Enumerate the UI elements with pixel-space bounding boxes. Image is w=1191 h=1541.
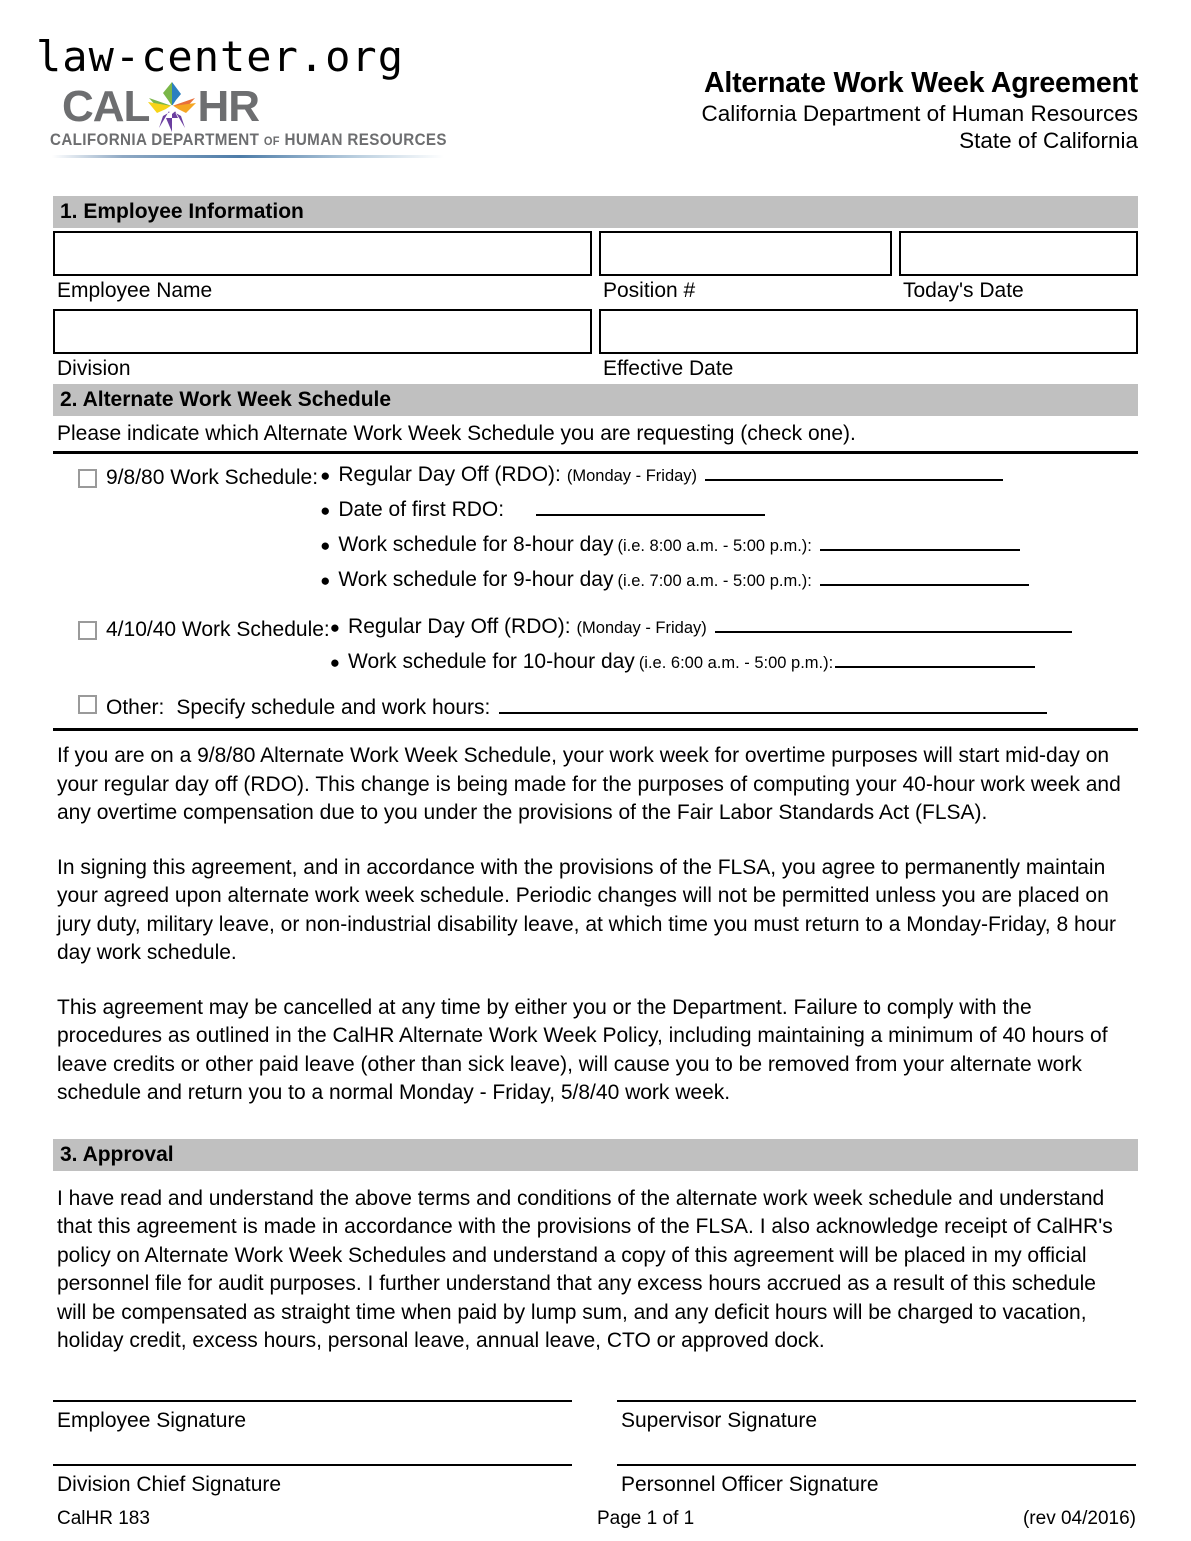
- rdo-hint-41040: (Monday - Friday): [576, 619, 707, 637]
- document-content: [53, 196, 1138, 1532]
- document-footer: [53, 1506, 1138, 1532]
- bullet-icon: ●: [320, 466, 331, 485]
- schedule-option-other-label: Other:: [106, 696, 165, 719]
- schedule-option-41040-label: 4/10/40 Work Schedule:: [106, 618, 330, 641]
- ten-hour-day-label: Work schedule for 10-hour day: [348, 650, 635, 673]
- supervisor-signature-cell: [617, 1400, 1136, 1436]
- calhr-logo: [50, 83, 470, 157]
- footer-page-number: Page 1 of 1: [597, 1507, 695, 1529]
- schedule-option-9880-label: 9/8/80 Work Schedule:: [106, 466, 319, 489]
- calhr-logo-row: [62, 83, 259, 131]
- calhr-star-icon: [145, 80, 199, 134]
- footer-form-number: CalHR 183: [57, 1507, 150, 1529]
- first-rdo-date-line: [320, 497, 1138, 523]
- schedule-option-other[interactable]: [53, 690, 1138, 722]
- schedule-option-9880[interactable]: [53, 462, 1138, 602]
- signature-row-1: [53, 1400, 1138, 1436]
- employee-name-input[interactable]: [53, 231, 592, 276]
- ten-hour-day-hint: (i.e. 6:00 a.m. - 5:00 p.m.):: [638, 654, 834, 672]
- position-number-label: Position #: [603, 279, 696, 302]
- bullet-icon: ●: [320, 501, 331, 520]
- rdo-hint-9880: (Monday - Friday): [566, 467, 698, 485]
- employee-labels-row-2: [53, 354, 1138, 384]
- section-1-header: 1. Employee Information: [53, 196, 1138, 228]
- rdo-line-9880: [320, 462, 1138, 488]
- bullet-icon: ●: [329, 618, 341, 637]
- section-2-instruction: Please indicate which Alternate Work Week Schedule you are requesting (check one).: [57, 422, 856, 445]
- first-rdo-date-input[interactable]: [536, 497, 765, 516]
- calhr-hr-text: HR: [197, 82, 259, 131]
- employee-signature-cell: [53, 1400, 572, 1436]
- section-2-header: 2. Alternate Work Week Schedule: [53, 384, 1138, 416]
- ten-hour-day-line: [330, 649, 1138, 675]
- bullet-icon: ●: [329, 653, 341, 672]
- personnel-officer-signature-label: Personnel Officer Signature: [621, 1472, 879, 1496]
- employee-labels-row-1: [53, 276, 1138, 306]
- position-number-input[interactable]: [599, 231, 892, 276]
- todays-date-label: Today's Date: [903, 279, 1024, 302]
- schedule-option-41040-left: [53, 614, 330, 644]
- nine-hour-day-label: Work schedule for 9-hour day: [338, 568, 614, 591]
- eight-hour-day-line: [320, 532, 1138, 558]
- nine-hour-day-hint: (i.e. 7:00 a.m. - 5:00 p.m.):: [617, 572, 812, 590]
- header-subtitle-state: State of California: [959, 128, 1138, 153]
- calhr-subtitle-of: OF: [263, 134, 280, 148]
- eight-hour-day-hint: (i.e. 8:00 a.m. - 5:00 p.m.):: [617, 537, 812, 555]
- footer-revision: (rev 04/2016): [1022, 1507, 1136, 1529]
- checkbox-other[interactable]: [78, 695, 97, 714]
- signature-row-2: [53, 1464, 1138, 1500]
- nine-hour-day-line: [320, 567, 1138, 593]
- todays-date-input[interactable]: [899, 231, 1138, 276]
- calhr-cal-text: CAL: [62, 82, 150, 131]
- header-titles: [702, 66, 1138, 154]
- division-chief-signature-cell: [53, 1464, 572, 1500]
- other-specify-input[interactable]: [499, 695, 1047, 714]
- personnel-officer-signature-cell: [617, 1464, 1136, 1500]
- eight-hour-day-label: Work schedule for 8-hour day: [338, 533, 614, 556]
- bullet-icon: ●: [320, 571, 331, 590]
- terms-paragraph-2: In signing this agreement, and in accordance with the provisions of the FLSA, you agree to permanently maintain your agreed upon alternate work week schedule. Periodic changes will not be permitted unless you are placed on jury duty, military leave, or non-industrial disability leave, at which time you must return to a Monday-Friday, 8 hour day work schedule.: [57, 855, 1117, 964]
- calhr-subtitle-post: HUMAN RESOURCES: [279, 131, 447, 149]
- employee-name-label: Employee Name: [57, 279, 213, 302]
- division-chief-signature-label: Division Chief Signature: [57, 1472, 282, 1496]
- nine-hour-day-input[interactable]: [820, 567, 1029, 586]
- calhr-subtitle-pre: CALIFORNIA DEPARTMENT: [50, 131, 264, 149]
- schedule-option-41040-lines: [330, 614, 1138, 684]
- rdo-input-9880[interactable]: [705, 462, 1003, 481]
- checkbox-9880[interactable]: [78, 469, 97, 488]
- supervisor-signature-label: Supervisor Signature: [621, 1408, 818, 1432]
- terms-paragraph-3: This agreement may be cancelled at any time by either you or the Department. Failure to comply with the procedures as outlined in the CalHR Alternate Work Week Policy, including maintaining a minimum of 40 hours of leave credits or other paid leave (other than sick leave), will cause you to be removed from your alternate work schedule and return you to a normal Monday - Friday, 5/8/40 work week.: [57, 995, 1108, 1104]
- rdo-input-41040[interactable]: [715, 614, 1072, 633]
- employee-fields-row-2: [53, 309, 1138, 354]
- effective-date-input[interactable]: [599, 309, 1138, 354]
- page-title: Alternate Work Week Agreement: [704, 67, 1138, 99]
- rdo-label-41040: Regular Day Off (RDO):: [348, 615, 571, 638]
- employee-signature-label: Employee Signature: [57, 1408, 247, 1432]
- schedule-option-41040[interactable]: [53, 614, 1138, 684]
- ten-hour-day-input[interactable]: [835, 649, 1035, 668]
- checkbox-41040[interactable]: [78, 621, 97, 640]
- signature-grid: [53, 1400, 1138, 1500]
- first-rdo-date-label: Date of first RDO:: [338, 498, 505, 521]
- calhr-logo-rule: [52, 155, 444, 158]
- schedule-option-9880-lines: [320, 462, 1138, 602]
- schedule-options: [53, 454, 1138, 728]
- logo-block: [36, 33, 476, 157]
- document-header: [0, 0, 1191, 178]
- schedule-option-9880-left: [53, 462, 318, 492]
- effective-date-label: Effective Date: [603, 357, 734, 380]
- employee-fields-row-1: [53, 231, 1138, 276]
- section-3-header: 3. Approval: [53, 1139, 1138, 1171]
- other-specify-label: Specify schedule and work hours:: [176, 696, 491, 719]
- eight-hour-day-input[interactable]: [820, 532, 1020, 551]
- rdo-label-9880: Regular Day Off (RDO):: [338, 463, 561, 486]
- law-center-wordmark: law-center.org: [36, 32, 405, 81]
- terms-paragraph-1: If you are on a 9/8/80 Alternate Work Week Schedule, your work week for overtime purposes will start mid-day on your regular day off (RDO). This change is being made for the purposes of computing your 40-hour work week and any overtime compensation due to you under the provisions of the Fair Labor Standards Act (FLSA).: [57, 744, 1121, 824]
- calhr-subtitle: [50, 131, 447, 150]
- rdo-line-41040: [330, 614, 1138, 640]
- division-input[interactable]: [53, 309, 592, 354]
- bullet-icon: ●: [320, 536, 331, 555]
- schedule-bottom-divider: [53, 728, 1138, 731]
- division-label: Division: [57, 357, 131, 380]
- header-subtitle-department: California Department of Human Resources: [701, 101, 1138, 126]
- approval-paragraph: I have read and understand the above terms and conditions of the alternate work week schedule and understand that this agreement is made in accordance with the provisions of the FLSA. I also acknowledge receipt of CalHR's policy on Alternate Work Week Schedules and understand a copy of this agreement will be placed in my official personnel file for audit purposes. I further understand that any excess hours accrued as a result of this schedule will be compensated as straight time when paid by lump sum, and any deficit hours will be charged to vacation, holiday credit, excess hours, personal leave, annual leave, CTO or approved dock.: [57, 1186, 1113, 1352]
